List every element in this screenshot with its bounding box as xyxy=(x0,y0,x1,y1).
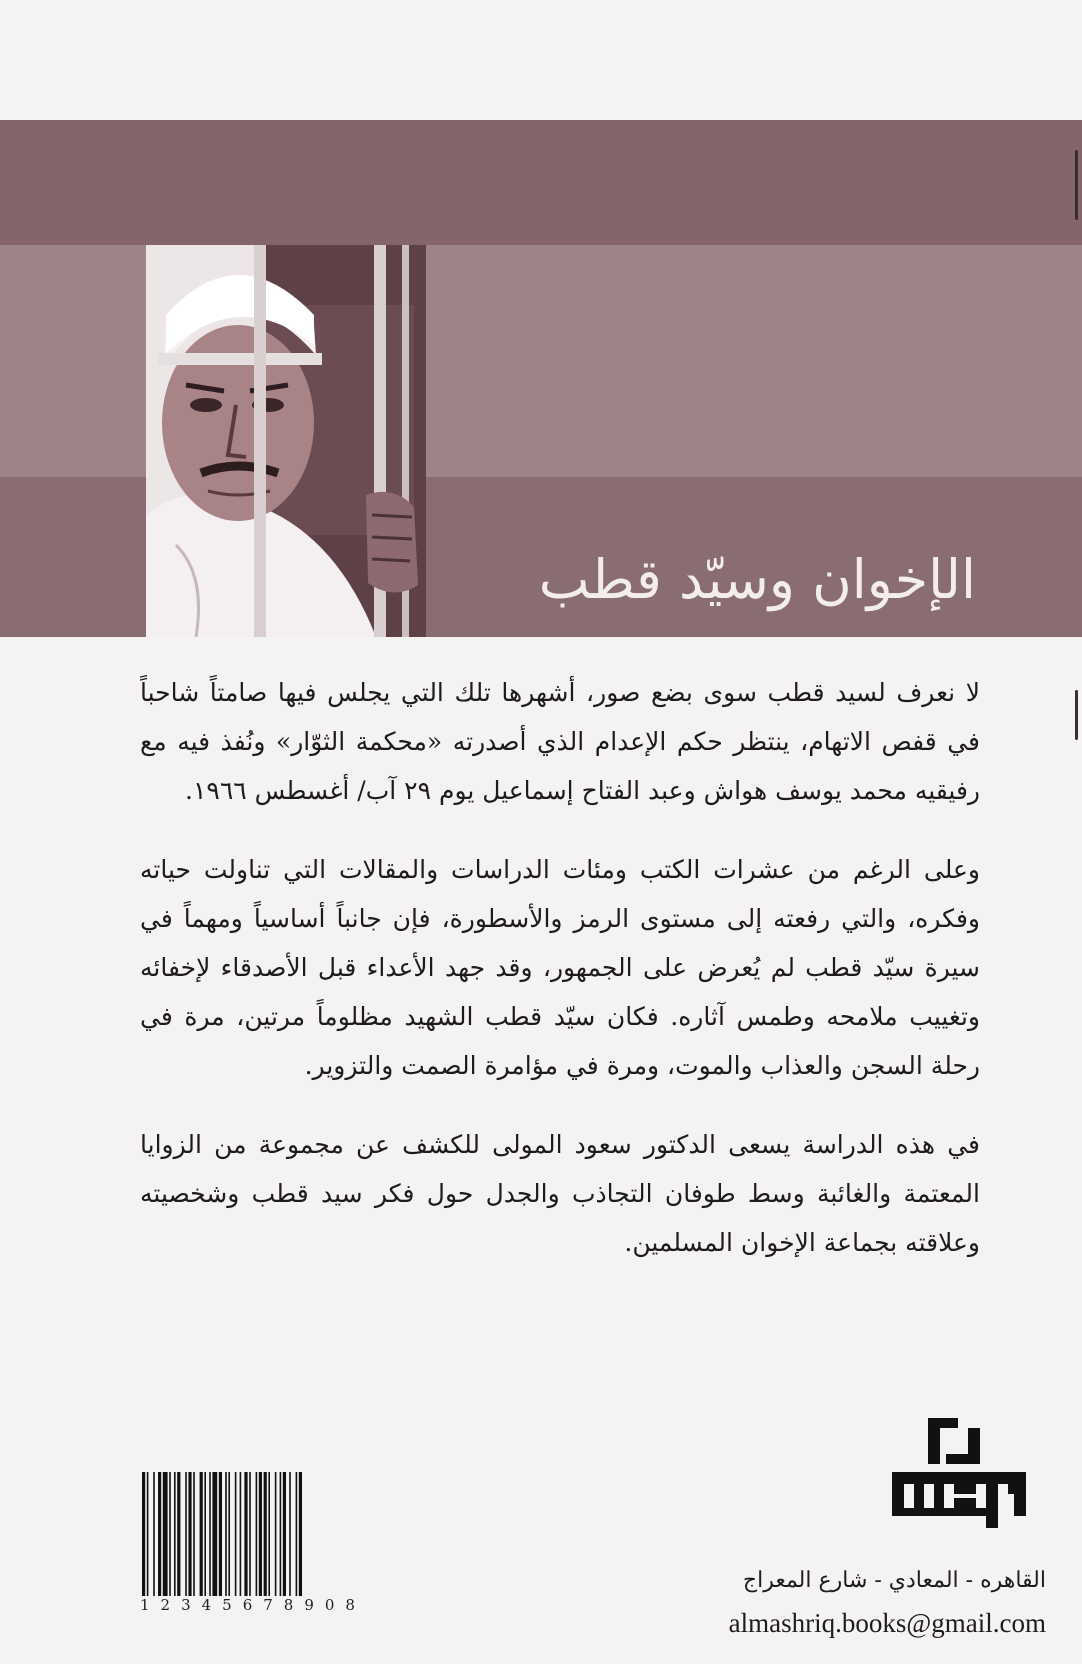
barcode-bar xyxy=(256,1472,258,1596)
barcode-bar xyxy=(163,1472,168,1596)
barcode-bar xyxy=(280,1472,282,1596)
barcode-bar xyxy=(268,1472,270,1596)
barcode-bar xyxy=(153,1472,155,1596)
barcode-bar xyxy=(174,1472,176,1596)
barcode-bar xyxy=(177,1472,180,1596)
barcode-bar xyxy=(299,1472,302,1596)
barcode-bar xyxy=(193,1472,195,1596)
barcode-bar xyxy=(219,1472,222,1596)
barcode-bar xyxy=(142,1472,145,1596)
barcode-bar xyxy=(200,1472,203,1596)
publisher-email: almashriq.books@gmail.com xyxy=(728,1608,1046,1638)
barcode-bar xyxy=(244,1472,247,1596)
barcode xyxy=(140,1472,382,1596)
blurb-paragraph-3: في هذه الدراسة يسعى الدكتور سعود المولى للكشف عن مجموعة من الزوايا المعتمة والغائبة وسط طوفان التجاذب والجدل حول فكر سيد قطب وشخصيته وعلاقته بجماعة الإخوان المسلمين. xyxy=(140,1130,980,1257)
barcode-bar xyxy=(235,1472,237,1596)
barcode-bar xyxy=(188,1472,191,1596)
spine-mark-lower xyxy=(1075,690,1078,740)
barcode-digits: 12345678908 xyxy=(140,1596,366,1614)
barcode-bar xyxy=(169,1472,171,1596)
portrait-image xyxy=(146,245,426,637)
cover-band-top xyxy=(0,120,1082,245)
back-cover-blurb xyxy=(140,668,980,1297)
spine-mark-upper xyxy=(1075,150,1078,220)
barcode-bar xyxy=(283,1472,286,1596)
barcode-bar xyxy=(275,1472,277,1596)
barcode-bar xyxy=(158,1472,161,1596)
barcode-bar xyxy=(225,1472,227,1596)
barcode-bar xyxy=(212,1472,217,1596)
publisher-logo xyxy=(884,1418,1034,1528)
barcode-bar xyxy=(264,1472,267,1596)
publisher-address: القاهره - المعادي - شارع المعراج xyxy=(742,1568,1046,1593)
cover-title: الإخوان وسيّد قطب xyxy=(538,548,976,611)
barcode-bar xyxy=(209,1472,211,1596)
barcode-bar xyxy=(240,1472,242,1596)
blurb-paragraph-2: وعلى الرغم من عشرات الكتب ومئات الدراسات والمقالات التي تناولت حياته وفكره، والتي رفعته إلى مستوى الرمز والأسطورة، فإن جانباً أساسياً ومهماً في سيرة سيّد قطب لم يُعرض على الجمهور، وقد جهد الأعداء قبل الأصدقاء لإخفائه وتغييب ملامحه وطمس آثاره. فكان سيّد قطب الشهيد مظلوماً مرتين، مرة في رحلة السجن والعذاب والموت، ومرة في مؤامرة الصمت والتزوير. xyxy=(140,855,980,1080)
barcode-bar xyxy=(259,1472,262,1596)
barcode-bar xyxy=(296,1472,298,1596)
barcode-bar xyxy=(204,1472,206,1596)
barcode-bar xyxy=(289,1472,291,1596)
blurb-paragraph-1: لا نعرف لسيد قطب سوى بضع صور، أشهرها تلك التي يجلس فيها صامتاً شاحباً في قفص الاتهام، ينتظر حكم الإعدام الذي أصدرته «محكمة الثوّار» ونُفذ فيه مع رفيقيه محمد يوسف هواش وعبد الفتاح إسماعيل يوم ٢٩ آب/ أغسطس ١٩٦٦. xyxy=(140,678,980,805)
barcode-bar xyxy=(147,1472,149,1596)
barcode-bar xyxy=(249,1472,251,1596)
barcode-bar xyxy=(185,1472,187,1596)
barcode-bar xyxy=(228,1472,230,1596)
